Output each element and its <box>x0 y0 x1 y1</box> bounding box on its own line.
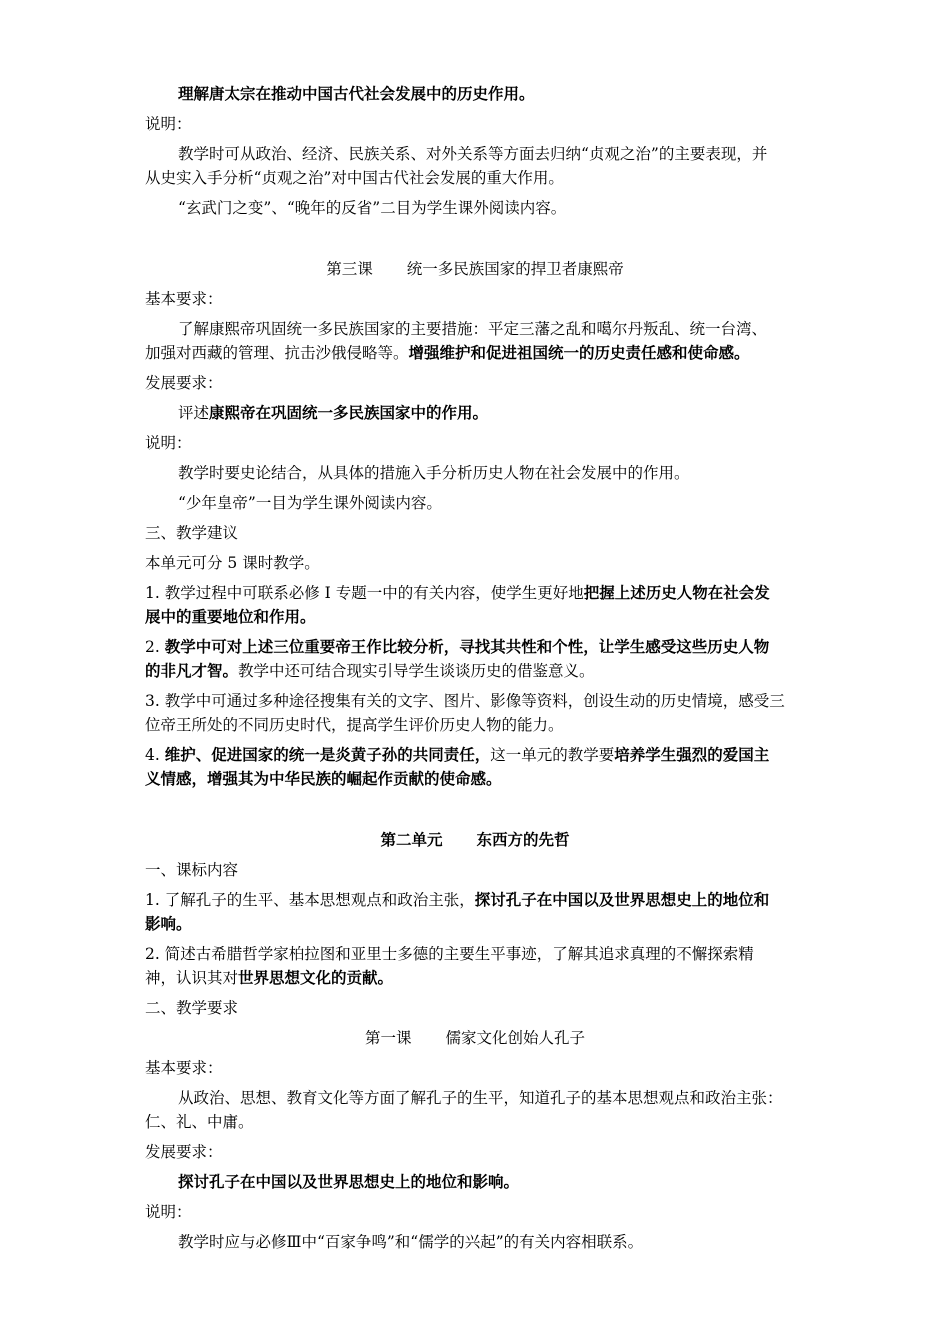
text-line <box>145 889 950 911</box>
lesson-heading <box>0 258 950 280</box>
text-line: 仁、礼、中庸。 <box>145 1113 254 1131</box>
bold-text-run: 把握上述历史人物在社会发 <box>583 583 770 602</box>
section-heading: 三、教学建议 <box>145 524 239 542</box>
text-line: 探讨孔子在中国以及世界思想史上的地位和影响。 <box>178 1172 520 1191</box>
text-line: 说明： <box>145 434 192 452</box>
bold-text-run: 维护、促进国家的统一是炎黄子孙的共同责任， <box>164 745 491 764</box>
text-line: 基本要求： <box>145 290 223 308</box>
text-line: 影响。 <box>145 914 192 933</box>
bold-text-run: 康熙帝在巩固统一多民族国家中的作用。 <box>209 403 489 422</box>
section-heading: 一、课标内容 <box>145 861 239 879</box>
unit-heading <box>0 829 950 851</box>
text-line <box>178 402 950 424</box>
text-line: 基本要求： <box>145 1059 223 1077</box>
text-line: “少年皇帝”一目为学生课外阅读内容。 <box>178 494 442 512</box>
lesson-title: 儒家文化创始人孔子 <box>445 1029 586 1047</box>
bold-text-run: 世界思想文化的贡献。 <box>238 968 394 987</box>
text-line: 说明： <box>145 1203 192 1221</box>
text-line: 说明： <box>145 115 192 133</box>
text-line: 3. 教学中可通过多种途径搜集有关的文字、图片、影像等资料，创设生动的历史情境，感受三 <box>145 692 785 710</box>
text-line: 从政治、思想、教育文化等方面了解孔子的生平，知道孔子的基本思想观点和政治主张： <box>178 1089 783 1107</box>
text-line: 位帝王所处的不同历史时代，提高学生评价历史人物的能力。 <box>145 716 564 734</box>
lesson-heading <box>0 1027 950 1049</box>
bold-text-run: 培养学生强烈的爱国主 <box>614 745 770 764</box>
lesson-number: 第一课 <box>364 1029 412 1047</box>
text-run: 加强对西藏的管理、抗击沙俄侵略等。 <box>145 344 409 362</box>
bold-text-run: 的非凡才智。 <box>145 661 239 680</box>
text-run: 1. 教学过程中可联系必修 I 专题一中的有关内容，使学生更好地 <box>145 584 584 602</box>
text-run: 4. <box>145 746 165 764</box>
text-line: 发展要求： <box>145 1143 223 1161</box>
text-line <box>145 744 950 766</box>
text-line: 展中的重要地位和作用。 <box>145 607 316 626</box>
text-line: 理解唐太宗在推动中国古代社会发展中的历史作用。 <box>178 84 535 103</box>
text-run: 这一单元的教学要 <box>490 746 615 764</box>
text-run: 2. <box>145 638 165 656</box>
text-line: 发展要求： <box>145 374 223 392</box>
text-run: 神，认识其对 <box>145 969 239 987</box>
text-line <box>145 967 950 989</box>
text-line: 教学时应与必修Ⅲ中“百家争鸣”和“儒学的兴起”的有关内容相联系。 <box>178 1233 644 1251</box>
text-line <box>145 636 950 658</box>
text-run: 1. 了解孔子的生平、基本思想观点和政治主张， <box>145 891 475 909</box>
text-run: 评述 <box>178 404 210 422</box>
text-line: 教学时要史论结合，从具体的措施入手分析历史人物在社会发展中的作用。 <box>178 464 690 482</box>
text-line: 义情感，增强其为中华民族的崛起作贡献的使命感。 <box>145 769 502 788</box>
unit-title: 东西方的先哲 <box>476 830 570 849</box>
text-run: 教学中还可结合现实引导学生谈谈历史的借鉴意义。 <box>238 662 595 680</box>
text-line <box>145 660 950 682</box>
text-line: 本单元可分 5 课时教学。 <box>145 554 320 572</box>
lesson-number: 第三课 <box>326 260 373 278</box>
lesson-title: 统一多民族国家的捍卫者康熙帝 <box>406 260 624 278</box>
text-line: 教学时可从政治、经济、民族关系、对外关系等方面去归纳“贞观之治”的主要表现，并 <box>178 145 768 163</box>
text-line: 从史实入手分析“贞观之治”对中国古代社会发展的重大作用。 <box>145 169 564 187</box>
bold-text-run: 教学中可对上述三位重要帝王作比较分析，寻找其共性和个性，让学生感受这些历史人物 <box>164 637 770 656</box>
text-line <box>145 342 950 364</box>
bold-text-run: 探讨孔子在中国以及世界思想史上的地位和 <box>474 890 770 909</box>
section-heading: 二、教学要求 <box>145 999 239 1017</box>
text-line: “玄武门之变”、“晚年的反省”二目为学生课外阅读内容。 <box>178 199 567 217</box>
unit-number: 第二单元 <box>380 830 443 849</box>
text-line <box>145 582 950 604</box>
text-line: 2. 简述古希腊哲学家柏拉图和亚里士多德的主要生平事迹，了解其追求真理的不懈探索精 <box>145 945 754 963</box>
text-line: 了解康熙帝巩固统一多民族国家的主要措施：平定三藩之乱和噶尔丹叛乱、统一台湾、 <box>178 320 768 338</box>
bold-text-run: 增强维护和促进祖国统一的历史责任感和使命感。 <box>408 343 750 362</box>
